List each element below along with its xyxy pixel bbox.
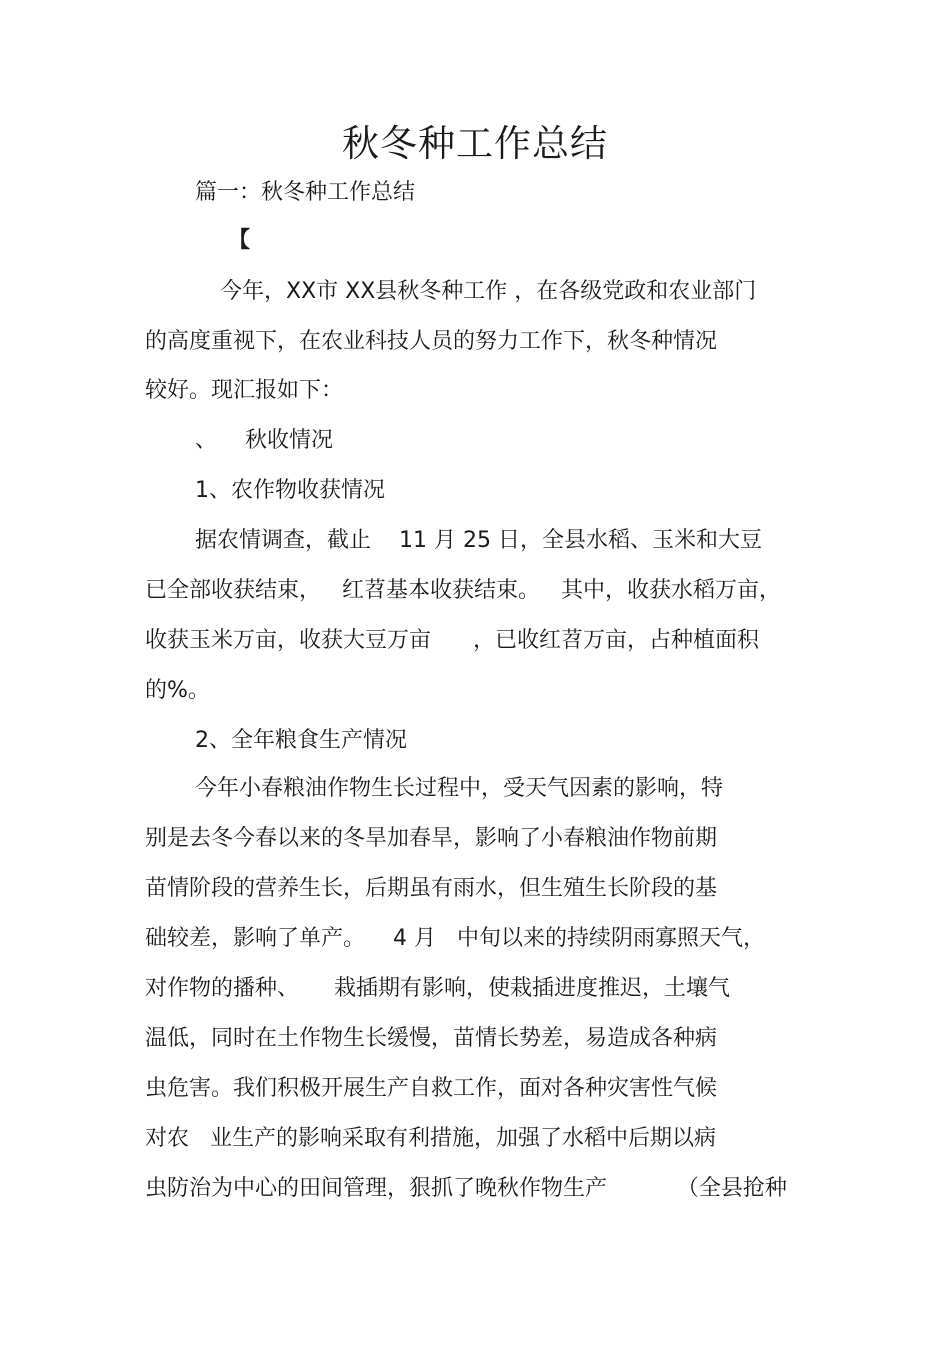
paragraph-line: 对农 业生产的影响采取有利措施，加强了水稻中后期以病: [145, 1126, 716, 1151]
paragraph-line: 别是去冬今春以来的冬旱加春旱，影响了小春粮油作物前期: [145, 826, 718, 851]
paragraph-line: 较好。现汇报如下：: [145, 378, 344, 403]
paragraph-line: 础较差，影响了单产。 4 月 中旬以来的持续阴雨寡照天气，: [145, 926, 765, 951]
paragraph-line: 收获玉米万亩，收获大豆万亩 ，已收红苕万亩，占种植面积: [145, 628, 759, 653]
paragraph-line: 的高度重视下，在农业科技人员的努力工作下，秋冬种情况: [145, 329, 718, 354]
paragraph-line: 今年，XX市 XX县秋冬种工作 ，在各级党政和农业部门: [220, 279, 757, 304]
paragraph-line: 温低，同时在土作物生长缓慢，苗情长势差，易造成各种病: [145, 1026, 718, 1051]
paragraph-line: 对作物的播种、 栽插期有影响，使栽插进度推迟，土壤气: [145, 976, 730, 1001]
subsection-heading: 、 秋收情况: [195, 428, 333, 453]
paragraph-line: 的%。: [145, 678, 210, 703]
paragraph-line: 据农情调查，截止 11 月 25 日，全县水稻、玉米和大豆: [195, 528, 762, 553]
subsection-heading: 2、全年粮食生产情况: [195, 728, 407, 753]
bracket-mark: 【: [228, 228, 251, 253]
paragraph-line: 今年小春粮油作物生长过程中，受天气因素的影响，特: [195, 776, 724, 801]
paragraph-line: 苗情阶段的营养生长，后期虽有雨水，但生殖生长阶段的基: [145, 876, 718, 901]
subsection-heading: 1、农作物收获情况: [195, 478, 385, 503]
paragraph-line: 虫防治为中心的田间管理，狠抓了晚秋作物生产 （全县抢种: [145, 1176, 787, 1201]
paragraph-line: 虫危害。我们积极开展生产自救工作，面对各种灾害性气候: [145, 1076, 718, 1101]
section-heading: 篇一：秋冬种工作总结: [195, 180, 416, 205]
document-title: 秋冬种工作总结: [342, 122, 608, 165]
paragraph-line: 已全部收获结束， 红苕基本收获结束。 其中，收获水稻万亩，: [145, 578, 781, 603]
